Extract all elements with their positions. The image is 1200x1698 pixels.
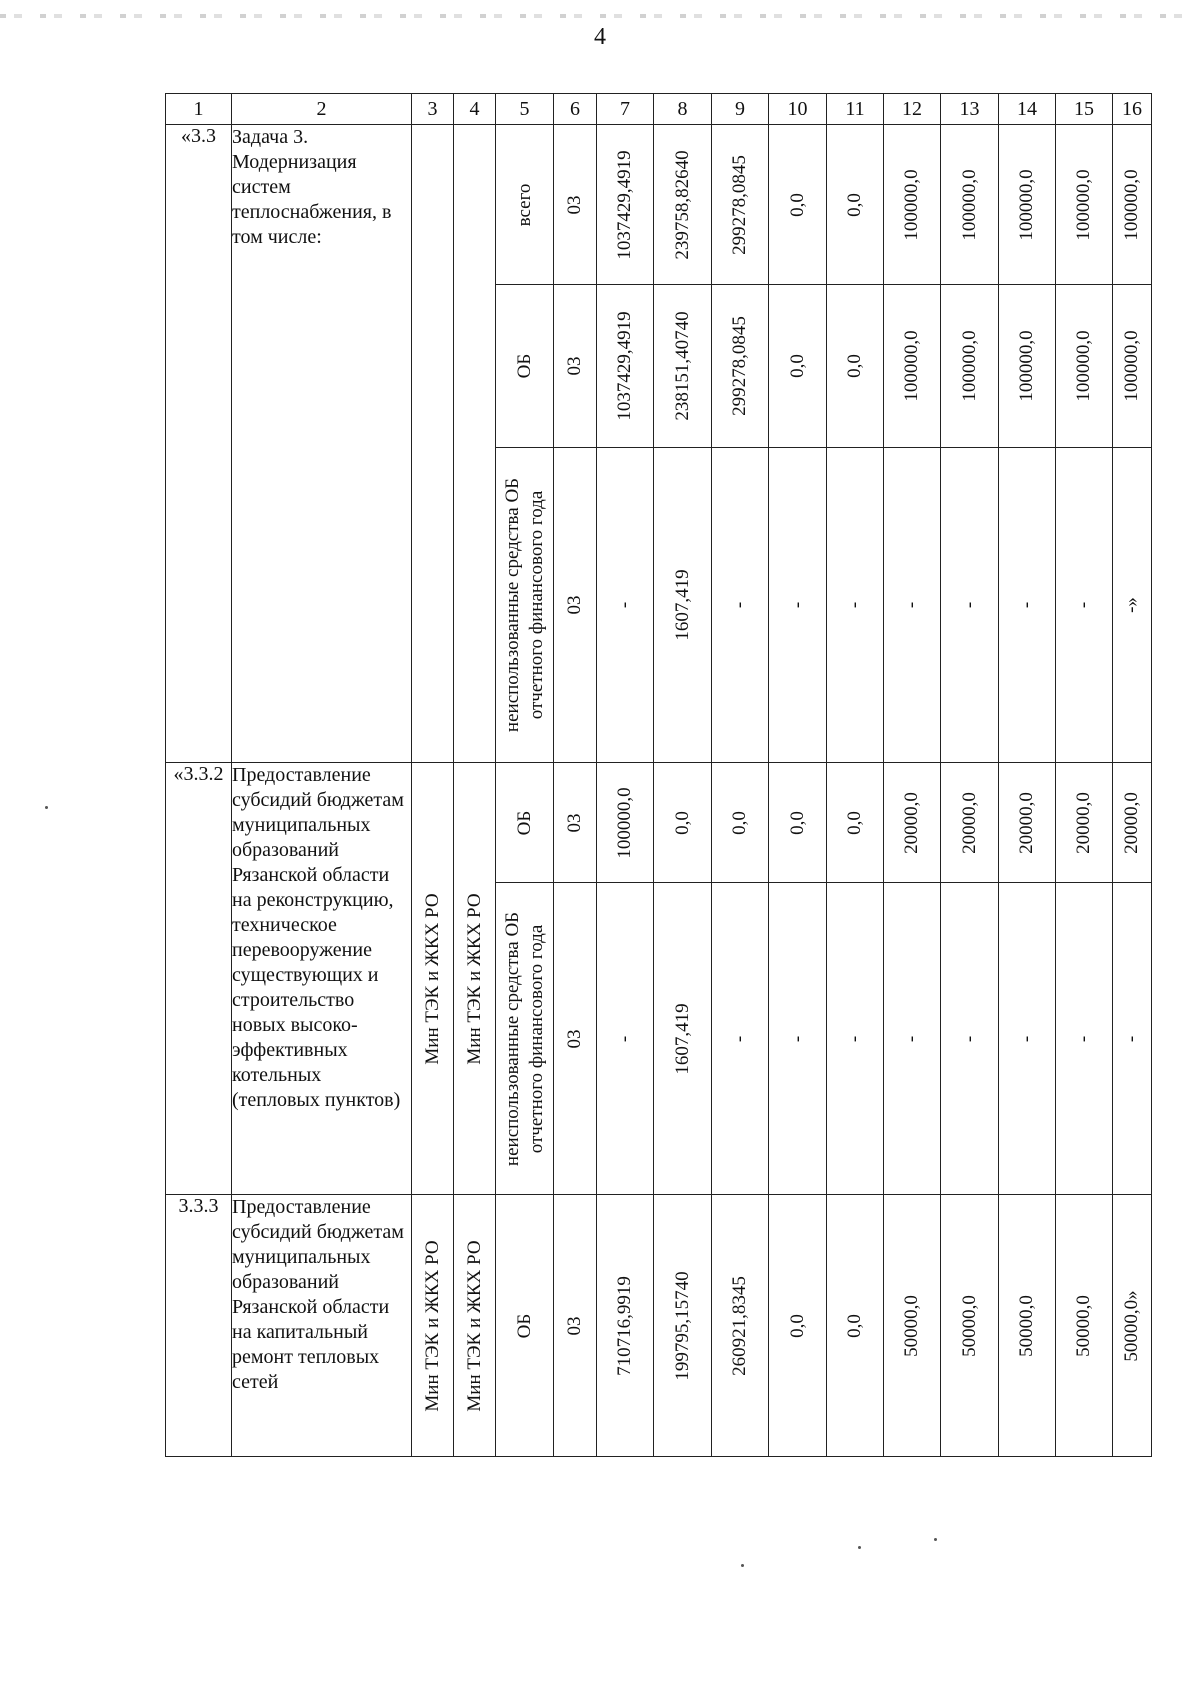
amount-cell-text: - (729, 601, 750, 609)
measure-name: Предоставление субсидий бюджетам муниципальных образований Рязанской области на реконструкцию, техническое перевооружение существующих и строительство новых высоко-эффективных котельных (тепловых пунктов) (232, 763, 412, 1195)
amount-cell-text: 260921,8345 (729, 1275, 750, 1376)
column-number-header: 6 (554, 94, 597, 125)
amount-cell-text: 100000,0 (1073, 168, 1094, 241)
amount-cell-text: 299278,0845 (729, 154, 750, 255)
column-number-header: 11 (827, 94, 884, 125)
amount-cell (597, 1195, 654, 1457)
budget-code-text: 03 (564, 1316, 585, 1335)
amount-cell (999, 1195, 1056, 1457)
amount-cell-text: -» (1121, 597, 1142, 613)
responsible-executor (412, 763, 454, 1195)
amount-cell-text: - (1073, 601, 1094, 609)
amount-cell (1056, 763, 1113, 883)
scan-artifact-line (0, 14, 1200, 18)
amount-cell (999, 763, 1056, 883)
amount-cell-text: 0,0 (844, 192, 865, 217)
measure-name: Предоставление субсидий бюджетам муниципальных образований Рязанской области на капитальный ремонт тепловых сетей (232, 1195, 412, 1457)
amount-cell (712, 285, 769, 448)
amount-cell (712, 125, 769, 285)
budget-code (554, 448, 597, 763)
column-number-header: 12 (884, 94, 941, 125)
budget-code (554, 883, 597, 1195)
responsible-executor (412, 1195, 454, 1457)
amount-cell (827, 1195, 884, 1457)
amount-cell (941, 448, 999, 763)
amount-cell-text: - (1016, 1035, 1037, 1042)
amount-cell-text: 20000,0 (1073, 791, 1094, 854)
amount-cell (1113, 1195, 1152, 1457)
column-number-header: 13 (941, 94, 999, 125)
amount-cell (827, 448, 884, 763)
amount-cell-text: 0,0 (786, 1313, 808, 1338)
co-executor (454, 763, 496, 1195)
amount-cell (999, 883, 1056, 1195)
funding-source (496, 285, 554, 448)
page-number: 4 (594, 24, 606, 50)
amount-cell-text: 100000,0 (958, 168, 980, 241)
funding-source-text: неиспользованные средства ОБ отчетного финансового года (501, 477, 547, 733)
amount-cell-text: 20000,0 (1016, 791, 1037, 854)
amount-cell-text: 0,0 (844, 1313, 865, 1338)
amount-cell (1113, 285, 1152, 448)
column-number-header: 14 (999, 94, 1056, 125)
amount-cell-text: - (614, 601, 635, 609)
funding-source (496, 883, 554, 1195)
amount-cell-text: 20000,0 (901, 791, 922, 854)
amount-cell-text: 239758,82640 (671, 149, 693, 260)
budget-table (165, 93, 1152, 1457)
amount-cell-text: - (958, 1035, 980, 1042)
amount-cell (827, 883, 884, 1195)
amount-cell-text: 50000,0 (901, 1294, 922, 1357)
amount-cell-text: 20000,0 (1121, 791, 1142, 854)
amount-cell-text: - (786, 1035, 808, 1042)
header-row (166, 94, 1152, 125)
budget-code-text: 03 (564, 195, 585, 214)
column-number-header: 4 (454, 94, 496, 125)
funding-source-text: ОБ (513, 353, 535, 379)
column-number-header: 8 (654, 94, 712, 125)
funding-source (496, 448, 554, 763)
responsible-executor-text: Мин ТЭК и ЖКХ РО (421, 892, 443, 1065)
budget-code-text: 03 (564, 1029, 585, 1048)
amount-cell-text: 50000,0 (1016, 1294, 1037, 1357)
co-executor-text: Мин ТЭК и ЖКХ РО (463, 1239, 485, 1412)
amount-cell (769, 285, 827, 448)
table-row (166, 125, 1152, 285)
amount-cell-text: 0,0 (786, 192, 808, 217)
amount-cell (712, 763, 769, 883)
amount-cell (941, 285, 999, 448)
amount-cell (712, 448, 769, 763)
row-number: «3.3.2 (166, 763, 232, 1195)
amount-cell-text: 299278,0845 (729, 316, 750, 416)
amount-cell-text: 100000,0 (901, 330, 922, 402)
funding-source-text: ОБ (513, 810, 535, 835)
amount-cell (1113, 125, 1152, 285)
row-number: 3.3.3 (166, 1195, 232, 1457)
amount-cell (941, 1195, 999, 1457)
amount-cell-text: 0,0 (786, 810, 808, 835)
amount-cell (712, 883, 769, 1195)
amount-cell-text: 1037429,4919 (614, 149, 635, 260)
budget-code-text: 03 (564, 813, 585, 832)
amount-cell (654, 125, 712, 285)
amount-cell-text: - (958, 601, 980, 609)
amount-cell-text: 100000,0 (1121, 168, 1142, 241)
amount-cell-text: - (844, 1035, 865, 1042)
budget-code (554, 763, 597, 883)
co-executor (454, 1195, 496, 1457)
amount-cell (654, 285, 712, 448)
amount-cell (654, 883, 712, 1195)
amount-cell (654, 448, 712, 763)
amount-cell (941, 125, 999, 285)
amount-cell-text: 0,0 (671, 810, 693, 835)
amount-cell (1056, 1195, 1113, 1457)
amount-cell (884, 1195, 941, 1457)
column-number-header: 5 (496, 94, 554, 125)
budget-code (554, 1195, 597, 1457)
column-number-header: 1 (166, 94, 232, 125)
amount-cell-text: 0,0 (786, 354, 808, 378)
amount-cell (769, 448, 827, 763)
measure-name: Задача 3. Модернизация систем теплоснабжения, в том числе: (232, 125, 412, 763)
amount-cell (769, 1195, 827, 1457)
amount-cell (941, 763, 999, 883)
column-number-header: 16 (1113, 94, 1152, 125)
amount-cell (597, 448, 654, 763)
amount-cell (884, 448, 941, 763)
budget-code (554, 285, 597, 448)
column-number-header: 9 (712, 94, 769, 125)
scan-speck (858, 1546, 861, 1549)
amount-cell-text: 100000,0 (958, 330, 980, 402)
amount-cell (827, 285, 884, 448)
amount-cell (1056, 883, 1113, 1195)
amount-cell-text: 100000,0 (614, 786, 635, 859)
amount-cell (999, 448, 1056, 763)
amount-cell-text: 100000,0 (1121, 330, 1142, 402)
column-number-header: 15 (1056, 94, 1113, 125)
amount-cell (1056, 448, 1113, 763)
column-number-header: 10 (769, 94, 827, 125)
column-number-header: 7 (597, 94, 654, 125)
amount-cell-text: - (1073, 1035, 1094, 1042)
amount-cell (1113, 883, 1152, 1195)
amount-cell-text: 1607,419 (671, 1002, 693, 1075)
row-number: «3.3 (166, 125, 232, 763)
amount-cell (884, 285, 941, 448)
amount-cell (884, 763, 941, 883)
responsible-executor-text: Мин ТЭК и ЖКХ РО (421, 1239, 443, 1412)
scan-speck (45, 806, 48, 809)
amount-cell (654, 1195, 712, 1457)
amount-cell-text: 0,0 (844, 354, 865, 378)
column-number-header: 2 (232, 94, 412, 125)
amount-cell-text: 1037429,4919 (614, 311, 635, 421)
amount-cell (941, 883, 999, 1195)
amount-cell-text: 100000,0 (1073, 330, 1094, 402)
scan-speck (934, 1538, 937, 1541)
responsible-executor (412, 125, 454, 763)
amount-cell-text: 50000,0 (1073, 1294, 1094, 1357)
amount-cell (597, 125, 654, 285)
funding-source (496, 125, 554, 285)
amount-cell (1113, 763, 1152, 883)
amount-cell-text: - (786, 601, 808, 609)
amount-cell-text: - (729, 1035, 750, 1042)
amount-cell-text: - (844, 601, 865, 609)
amount-cell (1056, 125, 1113, 285)
amount-cell (827, 125, 884, 285)
scan-speck (741, 1564, 744, 1567)
budget-code-text: 03 (564, 595, 585, 615)
amount-cell (884, 125, 941, 285)
funding-source (496, 763, 554, 883)
amount-cell-text: - (1016, 601, 1037, 609)
amount-cell (769, 125, 827, 285)
amount-cell-text: 20000,0 (958, 791, 980, 854)
amount-cell (884, 883, 941, 1195)
amount-cell-text: 50000,0» (1121, 1289, 1142, 1362)
amount-cell-text: 0,0 (844, 810, 865, 835)
budget-code (554, 125, 597, 285)
amount-cell (654, 763, 712, 883)
amount-cell (999, 285, 1056, 448)
co-executor (454, 125, 496, 763)
funding-source (496, 1195, 554, 1457)
table-row (166, 1195, 1152, 1457)
amount-cell-text: 50000,0 (958, 1294, 980, 1357)
amount-cell (597, 285, 654, 448)
funding-source-text: ОБ (513, 1313, 535, 1338)
amount-cell (827, 763, 884, 883)
amount-cell (999, 125, 1056, 285)
amount-cell (1113, 448, 1152, 763)
amount-cell (712, 1195, 769, 1457)
co-executor-text: Мин ТЭК и ЖКХ РО (463, 892, 485, 1065)
amount-cell-text: 710716,9919 (614, 1275, 635, 1376)
amount-cell-text: 238151,40740 (671, 311, 693, 421)
amount-cell (597, 883, 654, 1195)
amount-cell (1056, 285, 1113, 448)
amount-cell (597, 763, 654, 883)
amount-cell-text: - (1121, 1035, 1142, 1042)
budget-code-text: 03 (564, 356, 585, 376)
amount-cell (769, 763, 827, 883)
table-row (166, 763, 1152, 883)
amount-cell-text: - (901, 601, 922, 609)
amount-cell-text: 100000,0 (1016, 168, 1037, 241)
funding-source-text: всего (513, 183, 535, 226)
amount-cell-text: 0,0 (729, 810, 750, 835)
amount-cell-text: 199795,15740 (671, 1270, 693, 1381)
amount-cell-text: 100000,0 (1016, 330, 1037, 402)
amount-cell-text: - (901, 1035, 922, 1042)
amount-cell-text: 1607,419 (671, 569, 693, 641)
amount-cell-text: - (614, 1035, 635, 1042)
amount-cell-text: 100000,0 (901, 168, 922, 241)
column-number-header: 3 (412, 94, 454, 125)
funding-source-text: неиспользованные средства ОБ отчетного финансового года (501, 911, 547, 1166)
amount-cell (769, 883, 827, 1195)
